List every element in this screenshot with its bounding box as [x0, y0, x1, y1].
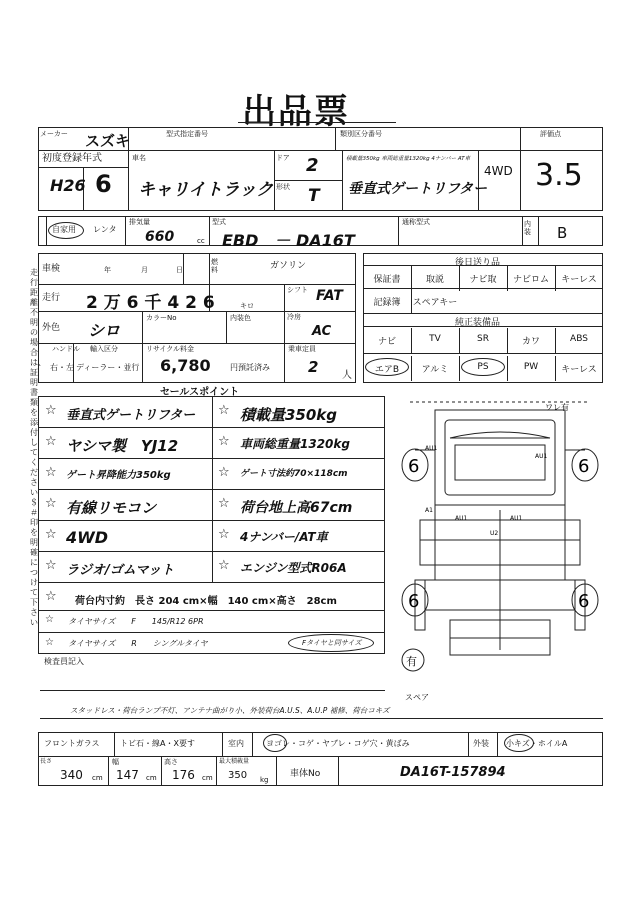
- star-icon: ☆: [45, 434, 57, 449]
- sales-point-1-0: ヤシマ製 YJ12: [66, 437, 179, 455]
- star-icon: ☆: [218, 558, 230, 573]
- equip2-1: アルミ: [421, 365, 449, 375]
- sales-point-3-0: 有線リモコン: [66, 499, 157, 517]
- star-icon: ☆: [45, 496, 57, 511]
- wa-mark: ワレ有: [545, 403, 569, 412]
- tire-rr-mark: 6: [578, 591, 590, 612]
- interior-label: 内装: [524, 220, 531, 236]
- color-label: 外色: [42, 323, 61, 333]
- shaken-label: 車検: [42, 264, 61, 274]
- sales-point-5-0: ラジオ/ゴムマット: [66, 563, 174, 578]
- width-unit: cm: [146, 774, 157, 782]
- au1-mark-b: AU1: [535, 453, 548, 460]
- import-value: ディーラー・並行: [76, 363, 140, 372]
- bottom-notes: スタッドレス・荷台ランプ不灯、アンテナ曲がり小、外装荷台A.U.S、A.U.P 補修、荷台コキズ: [70, 706, 390, 715]
- length-label: 長さ: [40, 758, 53, 765]
- rear-item1-4: キーレス: [561, 275, 597, 285]
- star-icon: ☆: [218, 465, 230, 480]
- mileage-label: 走行: [42, 293, 61, 303]
- recycle-label: リサイクル料金: [146, 345, 195, 353]
- side-note: 走行距離不明の場合は、証明書類を添付してください ＄ ＃ 印を明確につけて下さい: [30, 268, 46, 627]
- spare-label: スペア: [405, 693, 429, 702]
- aircon-value: AC: [312, 324, 332, 339]
- height-label: 高さ: [164, 758, 178, 766]
- au1-mark-a: AU1: [425, 445, 438, 452]
- tire-note: Fタイヤと同サイズ: [302, 639, 362, 647]
- auction-sheet: 出品票 メーカー スズキ 型式指定番号 類別区分番号 評価点 初度登録年式 H26 6 車名 キャリイトラック ドア 2 形状 T 積載量350kg 車両総重量1320kg 4ナンバー AT車 垂直式ゲートリフター 4WD 3.5 自家用 レンタ 排気量 660 cc 型式 EBD － DA16T 通称型式 内装 B 走行距離不明の場合は、証明書類を添付してください ＄ ＃ 印を明確につけて下さい 車検 年 月 日 燃料 ガソリン 走行 2 万 6 千 4 2 6 キロ シフト FAT 外色 シロ カラーNo 内装色 冷房 AC ハンドル 右・左 輸入区分 ディーラー・並行 リサイクル料金 6,780 円預託済み 乗車定員 2 人 後日送り品 純正装備品 保証書 取説 ナビ取 ナビロム キーレス 記録簿 スペアキー ナビ TV SR カワ ABS エアB アルミ PS PW キーレス セールスポイント ☆ 垂直式ゲートリフター ☆ 積載量350kg ☆ ヤシマ製 YJ12 ☆ 車両総重量1320kg ☆ ゲート昇降能力350kg ☆ ゲート寸法約70×118cm ☆ 有線リモコン ☆ 荷台地上高67cm ☆ 4WD ☆ 4ナンバー/AT車 ☆ ラジオ/ゴムマット ☆ エンジン型式R06A ☆ 荷台内寸約 長さ 204 cm×幅 140 cm×高さ 28cm ☆ タイヤサイズ F 145/R12 6PR ☆ タイヤサイズ R シングルタイヤ Fタイヤと同サイズ 検査員記入 6 6 6 6 ワレ有 AU1 AU1 A1 AU1 AU1 U2 有 スペア スタッドレス・荷台ランプ不灯、アンテナ曲がり小、外装荷台A.U.S、A.U.P 補修、荷台コキズ フロントガラス トビ石・線A・X要す 室内 ヨゴレ・コゲ・ヤブレ・コゲ穴・黄ばみ 外装 小キズ・ホイルA 長さ 340 cm 幅 147 cm 高さ 176 cm 最大積載量 350 kg 車体No DA16T-157894: [0, 0, 640, 904]
- tire-rl-mark: 6: [408, 591, 420, 612]
- equip1-1: TV: [429, 334, 441, 344]
- tire-front: タイヤサイズ F 145/R12 6PR: [68, 617, 204, 626]
- load-unit: kg: [260, 776, 269, 784]
- shift-label: シフト: [287, 286, 308, 294]
- a1-mark: A1: [425, 507, 433, 514]
- sales-points-title: セールスポイント: [160, 387, 240, 398]
- first-reg-month: 6: [95, 170, 112, 198]
- u2-mark: U2: [490, 530, 499, 537]
- color-no-label: カラーNo: [146, 314, 177, 322]
- category-label: 類別区分番号: [340, 130, 382, 138]
- tire-fl-mark: 6: [408, 456, 420, 477]
- rear-item1-1: 取説: [425, 275, 444, 285]
- color-value: シロ: [88, 321, 121, 340]
- cc-label: cc: [197, 237, 205, 245]
- load-label: 最大積載量: [219, 758, 250, 765]
- aircon-label: 冷房: [287, 313, 301, 321]
- yu-mark: 有: [406, 655, 417, 668]
- displacement-label: 排気量: [129, 218, 150, 226]
- star-icon: ☆: [45, 403, 57, 418]
- page-title: 出品票: [242, 92, 350, 132]
- length-value: 340: [60, 768, 83, 782]
- sales-point-2-0: ゲート昇降能力350kg: [66, 470, 171, 481]
- door-label: ドア: [276, 154, 290, 162]
- handle-label: ハンドル: [52, 345, 80, 353]
- star-icon: ☆: [45, 465, 57, 480]
- rental-label: レンタ: [93, 225, 117, 234]
- capacity-unit: 人: [342, 370, 352, 381]
- handle-value: 右・左: [50, 363, 74, 372]
- sales-point-3-1: 荷台地上高67cm: [240, 500, 353, 516]
- sales-point-4-1: 4ナンバー/AT車: [240, 530, 328, 544]
- displacement-value: 660: [145, 229, 175, 245]
- height-unit: cm: [202, 774, 213, 782]
- common-type-label: 通称型式: [402, 218, 430, 226]
- sales-point-0-0: 垂直式ゲートリフター: [66, 408, 196, 423]
- cargo-size: 荷台内寸約 長さ 204 cm×幅 140 cm×高さ 28cm: [75, 596, 337, 607]
- exterior-label: 外装: [473, 739, 489, 748]
- au1-mark-d: AU1: [510, 515, 523, 522]
- shape-label: 形状: [276, 183, 290, 191]
- type-value: EBD － DA16T: [222, 231, 355, 250]
- equip2-3: PW: [523, 362, 539, 372]
- equip1-0: ナビ: [377, 337, 396, 347]
- fuel-value: ガソリン: [270, 261, 307, 271]
- recycle-value: 6,780: [160, 356, 211, 375]
- km-label: キロ: [240, 302, 254, 310]
- mileage-value: 2 万 6 千 4 2 6: [86, 293, 215, 313]
- width-value: 147: [116, 768, 139, 782]
- equip2-circle-0: [365, 358, 409, 376]
- load-value: 350: [228, 770, 248, 781]
- glass-value: トビ石・線A・X要す: [120, 739, 195, 748]
- model-code-label: 型式指定番号: [166, 130, 208, 138]
- vin-label: 車体No: [290, 769, 321, 779]
- tire-rear: タイヤサイズ R シングルタイヤ: [68, 639, 208, 648]
- interior-color-label: 内装色: [230, 314, 251, 322]
- shape-value: T: [308, 186, 320, 206]
- star-icon: ☆: [218, 403, 230, 418]
- car-diagram: [395, 390, 605, 690]
- equip2-0: エアB: [374, 365, 400, 375]
- vin-value: DA16T-157894: [400, 765, 506, 780]
- star-icon: ☆: [218, 434, 230, 449]
- exterior-value: 小キズ・ホイルA: [506, 739, 568, 748]
- tire-fr-mark: 6: [578, 456, 590, 477]
- maker-label: メーカー: [40, 130, 68, 138]
- score-label: 評価点: [540, 130, 561, 138]
- equip1-2: SR: [477, 334, 489, 344]
- notes-main: 垂直式ゲートリフター: [348, 181, 488, 197]
- equip2-2: PS: [477, 362, 489, 372]
- car-name-label: 車名: [132, 154, 146, 162]
- maker-value: スズキ: [85, 132, 131, 150]
- width-label: 幅: [112, 758, 119, 766]
- rear-item1-3: ナビロム: [512, 275, 549, 285]
- interior-value: B: [557, 224, 568, 242]
- au1-mark-c: AU1: [455, 515, 468, 522]
- recycle-unit: 円預託済み: [230, 363, 270, 372]
- room-label: 室内: [228, 739, 244, 748]
- inspector-label: 検査員記入: [44, 657, 84, 666]
- equip2-4: キーレス: [561, 365, 597, 375]
- score-value: 3.5: [535, 158, 583, 193]
- sales-point-5-1: エンジン型式R06A: [240, 561, 347, 575]
- type-label: 型式: [212, 218, 226, 226]
- star-icon: ☆: [45, 558, 57, 573]
- sales-point-1-1: 車両総重量1320kg: [240, 437, 350, 451]
- rear-item1-2: ナビ取: [469, 275, 497, 285]
- sales-point-2-1: ゲート寸法約70×118cm: [240, 469, 348, 479]
- use-label: 自家用: [52, 225, 76, 234]
- star-icon: ☆: [45, 527, 57, 542]
- rear-title: 後日送り品: [455, 258, 501, 268]
- shaken-month: 月: [141, 266, 148, 274]
- first-reg-era: H26: [50, 176, 86, 195]
- drive-type: 4WD: [484, 164, 513, 178]
- room-value: ヨゴレ・コゲ・ヤブレ・コゲ穴・黄ばみ: [266, 739, 410, 748]
- door-value: 2: [306, 155, 319, 176]
- car-name-value: キャリイトラック: [138, 180, 274, 200]
- sales-point-4-0: 4WD: [66, 528, 109, 547]
- fuel-label: 燃料: [211, 258, 218, 274]
- shift-value: FAT: [316, 288, 343, 304]
- notes-small: 積載量350kg 車両総重量1320kg 4ナンバー AT車: [346, 156, 471, 162]
- glass-label: フロントガラス: [44, 739, 100, 748]
- shaken-year: 年: [104, 266, 111, 274]
- sales-point-0-1: 積載量350kg: [240, 406, 338, 424]
- star-icon: ☆: [218, 496, 230, 511]
- rear-item1-0: 保証書: [373, 275, 401, 285]
- equip2-circle-2: [461, 358, 505, 376]
- height-value: 176: [172, 768, 195, 782]
- equip-title: 純正装備品: [455, 318, 501, 328]
- star-icon: ☆: [218, 527, 230, 542]
- capacity-label: 乗車定員: [288, 345, 316, 353]
- capacity-value: 2: [308, 358, 319, 376]
- length-unit: cm: [92, 774, 103, 782]
- equip1-4: ABS: [570, 334, 588, 344]
- rear-item2-1: スペアキー: [412, 298, 458, 308]
- first-reg-label: 初度登録年式: [42, 153, 102, 164]
- import-label: 輸入区分: [90, 345, 118, 353]
- rear-item2-0: 記録簿: [373, 298, 401, 308]
- shaken-day: 日: [176, 266, 183, 274]
- equip1-3: カワ: [521, 337, 540, 347]
